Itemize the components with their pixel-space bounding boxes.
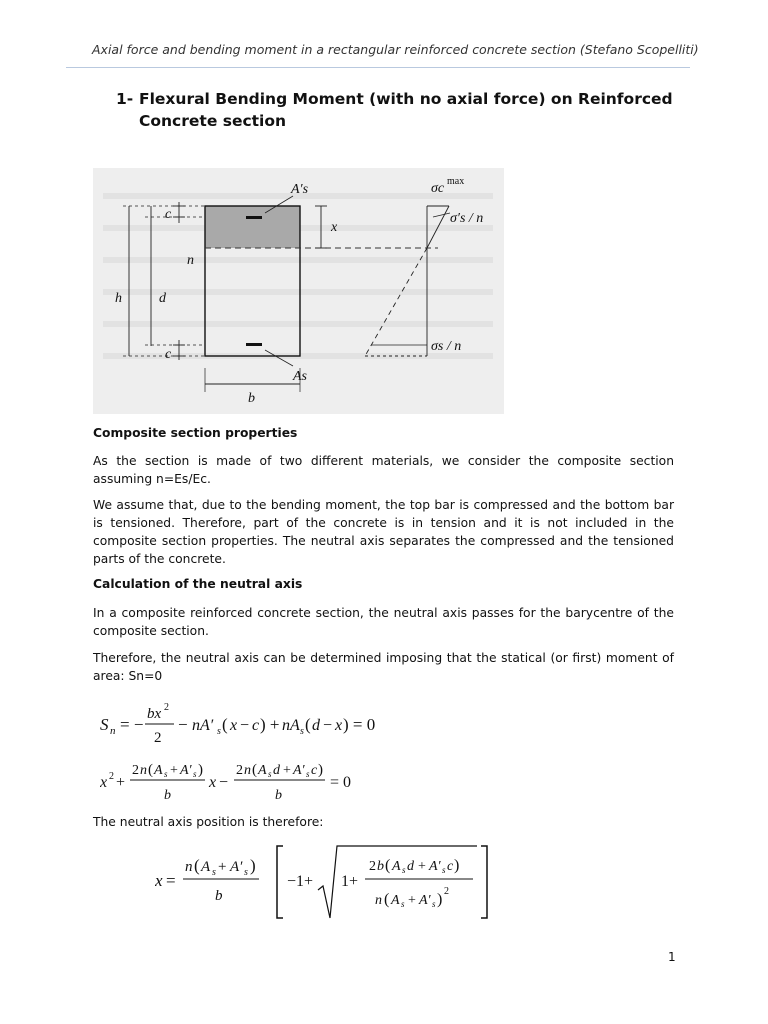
svg-text:) = 0: ) = 0 [343,715,376,734]
svg-text:(: ( [385,857,391,874]
paragraph-bending-assumption: We assume that, due to the bending moment, the top bar is compressed and the bottom bar is tensioned. Therefore, part of the concrete is in tension and it is not included in the composite section properties. The neutral axis separates the compressed and the tensioned parts of the concrete. [93,498,674,566]
svg-text:x: x [335,717,343,734]
svg-text:A: A [392,859,401,874]
svg-text:nA: nA [282,717,300,734]
svg-text:A: A [201,859,211,875]
svg-text:−: − [323,717,333,734]
svg-text:) +: ) + [260,715,280,734]
svg-text:s: s [268,769,272,779]
svg-text:c: c [252,717,260,734]
section-title: Flexural Bending Moment (with no axial force) on Reinforced Concrete section [139,90,673,130]
paragraph-barycentre: In a composite reinforced concrete section, the neutral axis passes for the barycentre of the composite section. [93,606,674,638]
svg-text:(: ( [194,856,200,875]
label-stress-top-steel: σ′s / n [450,211,484,226]
svg-text:2: 2 [109,771,114,782]
svg-text:n: n [140,763,147,778]
svg-text:s: s [442,865,446,875]
header-rule [66,67,690,68]
svg-text:n: n [375,893,382,908]
section-number: 1- [116,90,134,108]
svg-text:s: s [432,899,436,909]
svg-text:b: b [164,788,171,803]
svg-text:+: + [283,763,291,778]
svg-text:c: c [447,859,454,874]
label-neutral-axis: n [187,253,194,268]
svg-text:+: + [170,763,178,778]
cross-section-figure [93,168,504,414]
svg-text:2: 2 [369,859,376,874]
svg-text:s: s [402,865,406,875]
svg-text:(: ( [148,762,153,778]
svg-text:−1+: −1+ [287,873,314,890]
svg-text:−: − [178,715,188,734]
equation-quadratic [100,755,380,807]
compressed-zone [205,206,300,248]
svg-text:s: s [244,867,248,878]
svg-text:nA′: nA′ [192,717,214,734]
svg-text:A′: A′ [419,893,431,908]
subhead-neutral-axis: Calculation of the neutral axis [93,577,303,591]
svg-text:−: − [240,717,250,734]
svg-text:): ) [198,762,203,778]
svg-text:1+: 1+ [341,873,359,890]
label-height: h [115,291,122,306]
label-width: b [248,391,255,406]
svg-text:2: 2 [236,763,243,778]
equation-neutral-axis-position [155,838,500,926]
svg-text:A′: A′ [429,859,441,874]
svg-text:b: b [377,859,384,874]
label-top-steel: A′s [291,182,309,197]
svg-text:A: A [154,763,163,778]
svg-text:= −: = − [120,715,144,734]
svg-text:n: n [110,725,116,737]
running-header: Axial force and bending moment in a rectangular reinforced concrete section (Stefano Scopelliti) [92,42,699,57]
paragraph-first-moment: Therefore, the neutral axis can be determined imposing that the statical (or first) moment of area: Sn=0 [93,651,674,683]
top-bar [246,216,262,219]
svg-text:+: + [116,774,126,791]
svg-text:d: d [273,763,280,778]
svg-text:s: s [164,769,168,779]
svg-text:+: + [418,859,426,874]
svg-text:= 0: = 0 [330,774,352,791]
svg-text:x: x [155,871,163,890]
label-cover-bottom: c [165,347,172,362]
svg-text:s: s [193,769,197,779]
svg-text:x: x [230,717,238,734]
svg-text:n: n [244,763,251,778]
section-heading [116,88,676,132]
svg-text:): ) [250,856,256,875]
svg-text:(: ( [252,762,257,778]
svg-text:A′: A′ [293,763,305,778]
svg-text:c: c [311,763,318,778]
svg-text:x: x [100,774,108,791]
svg-text:s: s [212,867,216,878]
paragraph-neutral-position: The neutral axis position is therefore: [93,815,324,829]
label-stress-concrete: σc [431,181,445,196]
label-neutral-depth: x [331,220,338,235]
page-number: 1 [668,950,676,964]
svg-text:s: s [217,726,221,737]
svg-text:): ) [454,857,460,874]
svg-text:s: s [401,899,405,909]
label-stress-bottom-steel: σs / n [431,339,462,354]
svg-text:A: A [258,763,267,778]
svg-text:2: 2 [154,730,162,746]
svg-text:s: s [300,726,304,737]
svg-text:−: − [219,774,229,791]
svg-text:A′: A′ [180,763,192,778]
svg-text:S: S [100,715,109,734]
label-stress-max: max [447,176,465,187]
svg-text:x: x [209,774,217,791]
bottom-bar [246,343,262,346]
svg-text:+: + [218,859,227,875]
svg-text:(: ( [384,891,390,908]
subhead-composite-properties: Composite section properties [93,426,298,440]
svg-text:=: = [166,871,176,890]
svg-text:2: 2 [132,763,139,778]
svg-text:(: ( [305,715,311,734]
paragraph-composite-assumption: As the section is made of two different materials, we consider the composite section assuming n=Es/Ec. [93,454,674,486]
label-cover-top: c [165,207,172,222]
svg-text:A: A [391,893,400,908]
label-effective-depth: d [159,291,166,306]
label-bottom-steel: As [293,369,307,384]
svg-text:(: ( [222,715,228,734]
svg-text:bx: bx [147,706,162,722]
svg-text:b: b [215,888,223,904]
svg-text:n: n [185,859,193,875]
equation-first-moment [100,698,380,748]
svg-text:2: 2 [164,702,169,713]
svg-text:s: s [306,769,310,779]
svg-text:+: + [408,893,416,908]
svg-text:): ) [318,762,323,778]
svg-text:): ) [437,891,443,908]
svg-text:d: d [407,859,414,874]
svg-text:A′: A′ [230,859,243,875]
svg-text:d: d [312,717,320,734]
svg-text:b: b [275,788,282,803]
svg-text:2: 2 [444,886,449,897]
